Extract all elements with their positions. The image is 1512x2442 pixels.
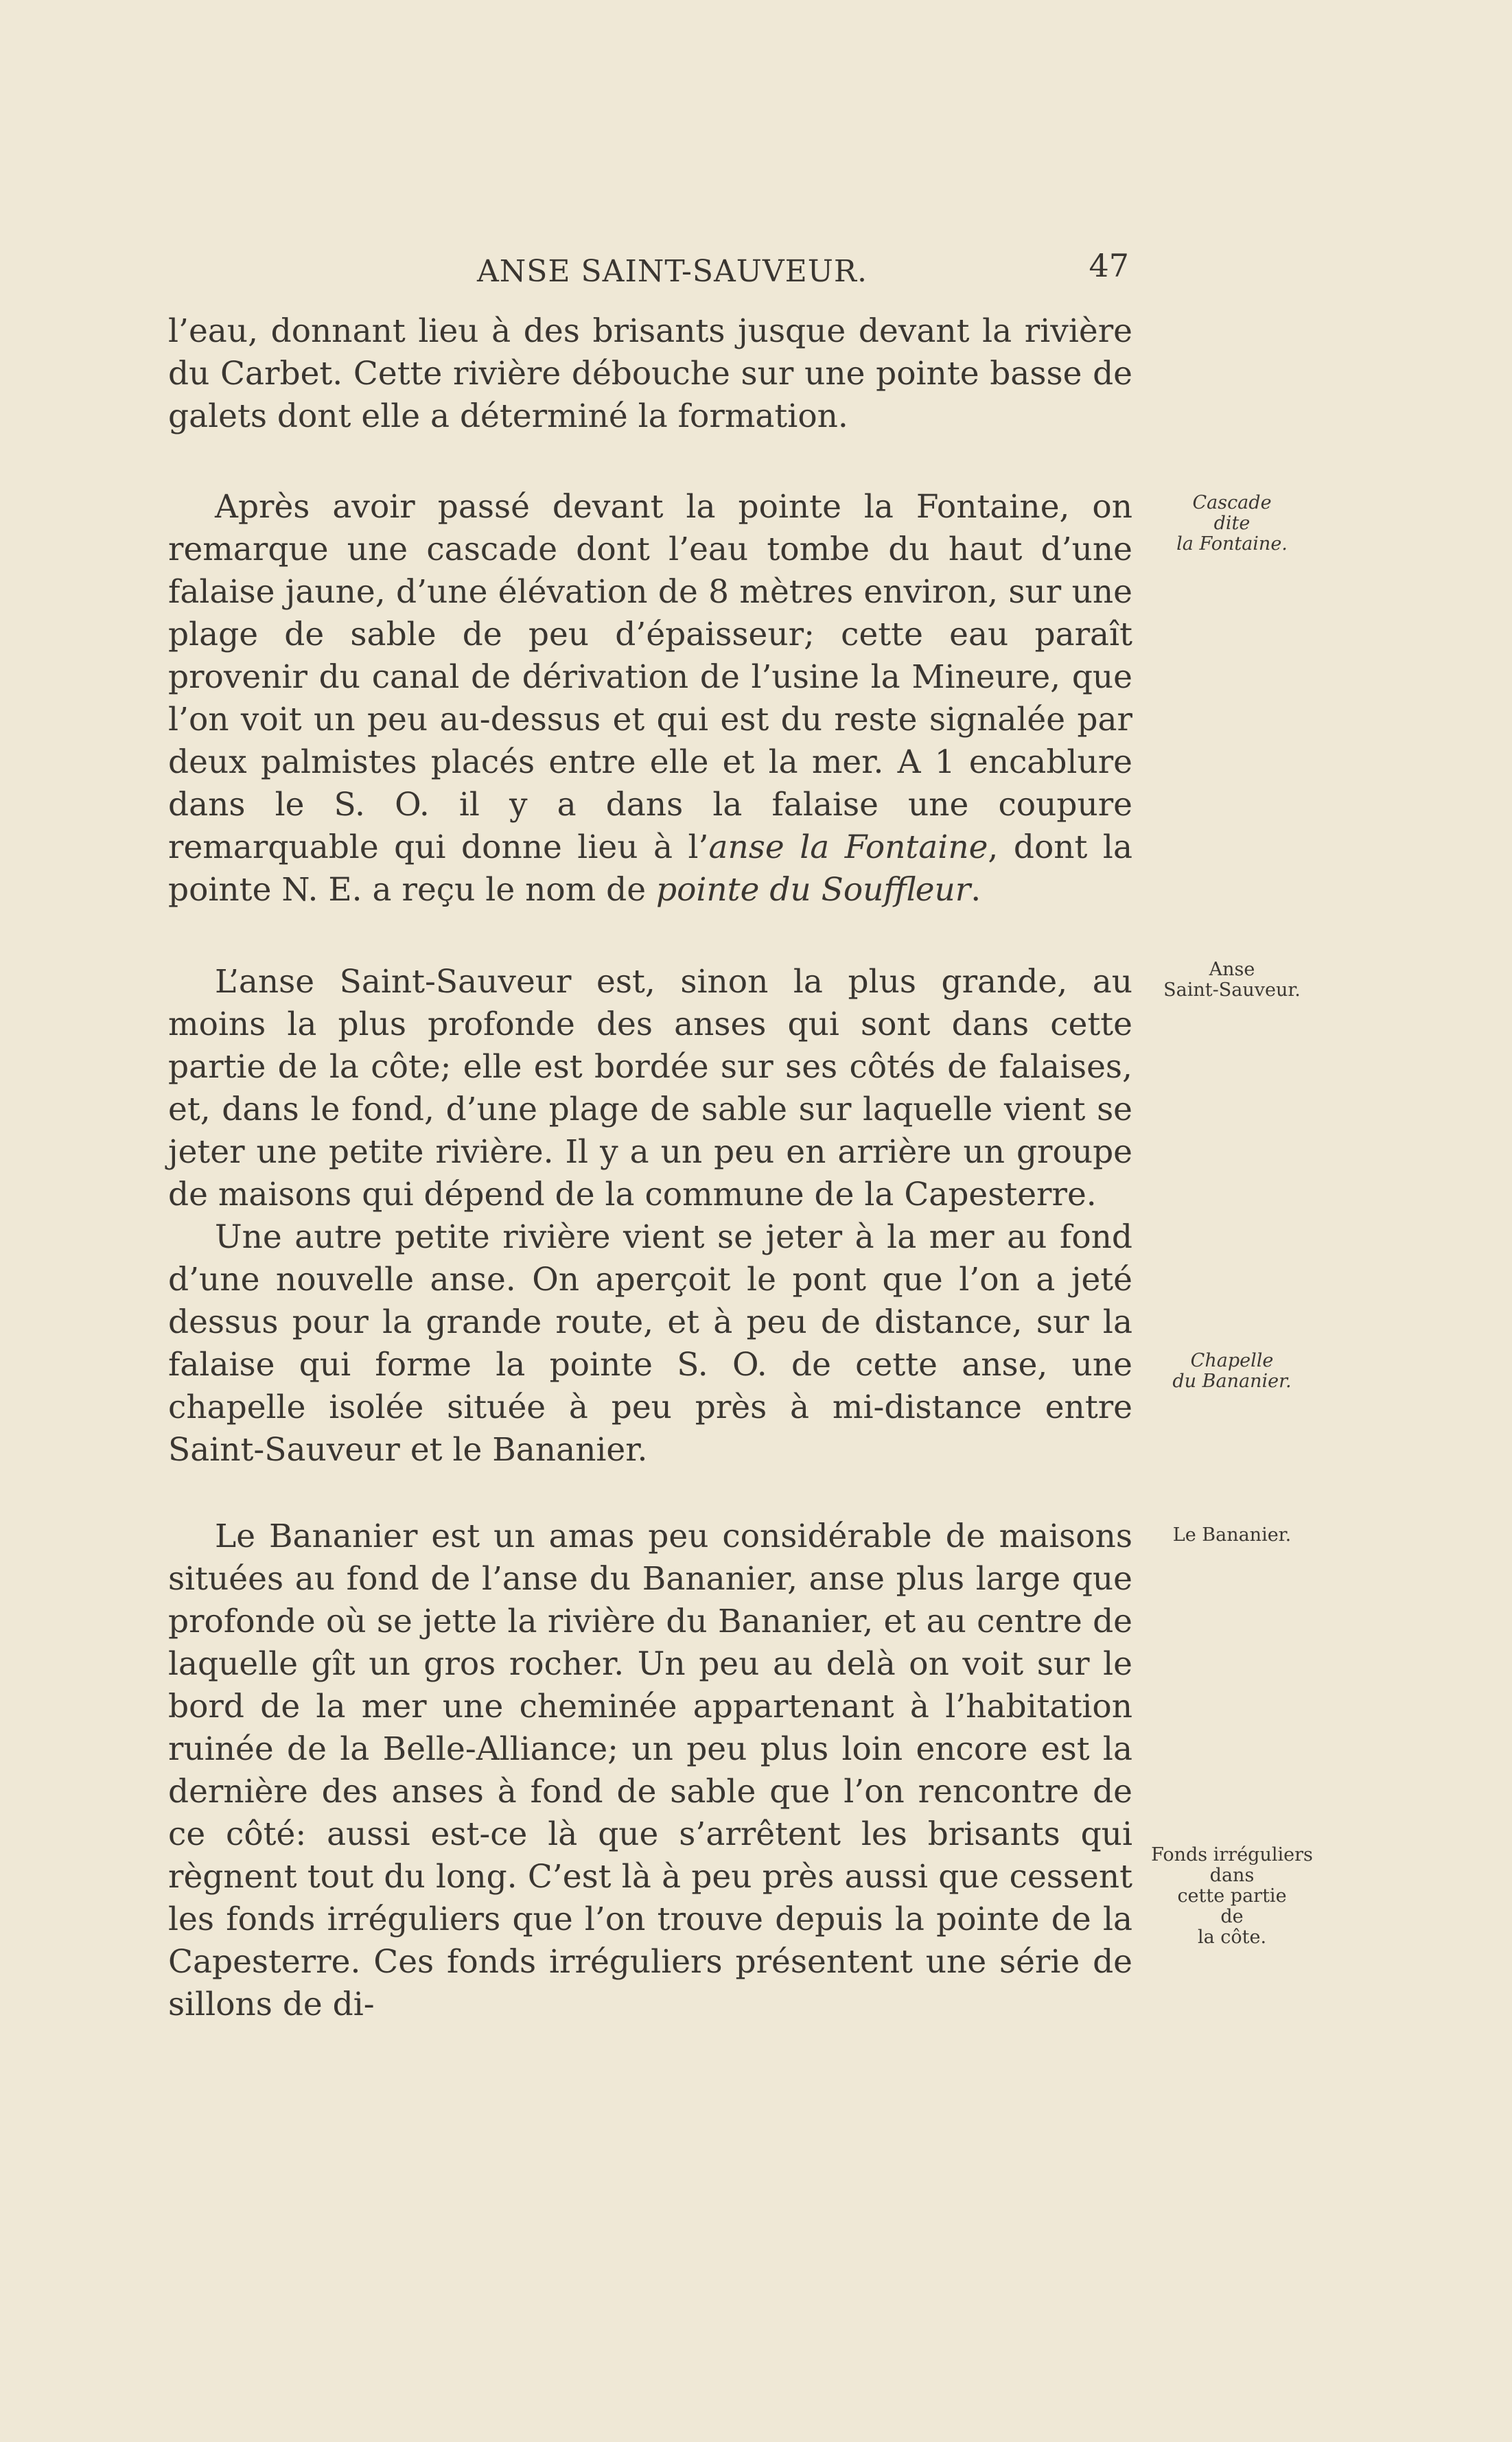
paragraph-5: Le Bananier est un amas peu considérable de maisons situées au fond de l’anse du Bananier, anse plus large que profonde où se jette la rivière du Bananier, et au centre de laquelle gît un gros rocher. Un peu au delà on voit sur le bord de la mer une cheminée appartenant à l’habitation ruinée de la Belle-Alliance; un peu plus loin encore est la dernière des anses à fond de sable que l’on rencontre de ce côté: aussi est-ce là que s’arrêtent les brisants qui règnent tout du long. C’est là à peu près aussi que cessent les fonds irréguliers que l’on trouve depuis la pointe de la Capesterre. Ces fonds irréguliers présentent une série de sillons de di-: [168, 1517, 1132, 2023]
paragraph-2: Après avoir passé devant la pointe la Fontaine, on remarque une cascade dont l’eau tombe du haut d’une falaise jaune, d’une élévation de 8 mètres environ, sur une plage de sable de peu d’épaisseur; cette eau paraît provenir du canal de dérivation de l’usine la Mineure, que l’on voit un peu au-dessus et qui est du reste signalée par deux palmistes placés entre elle et la mer. A 1 encablure dans le S. O. il y a dans la falaise une coupure remarquable qui donne lieu à l’anse la Fontaine, dont la pointe N. E. a reçu le nom de pointe du Souffleur.: [168, 488, 1132, 909]
pointe-du-souffleur: pointe du Souffleur: [656, 871, 971, 909]
margin-note-bananier: Le Bananier.: [1172, 1524, 1292, 1546]
text-block-4: [168, 1515, 1132, 2026]
running-title: ANSE SAINT-SAUVEUR.: [477, 254, 868, 289]
margin-note-chapelle: Chapelle du Bananier.: [1172, 1350, 1292, 1392]
paragraph-3: L’anse Saint-Sauveur est, sinon la plus grande, au moins la plus profonde des anses qui sont dans cette partie de la côte; elle est bordée sur ses côtés de falaises, et, dans le fond, d’une plage de sable sur laquelle vient se jeter une petite rivière. Il y a un peu en arrière un groupe de maisons qui dépend de la commune de la Capesterre.: [168, 963, 1132, 1213]
paragraph-1: l’eau, donnant lieu à des brisants jusque devant la rivière du Carbet. Cette rivière débouche sur une pointe basse de galets dont elle a déterminé la formation.: [168, 312, 1132, 435]
running-header: [168, 247, 1129, 295]
text-block-1: [168, 310, 1132, 438]
anse-la-fontaine: anse la Fontaine: [708, 828, 988, 866]
text-block-2: [168, 486, 1132, 911]
margin-note-anse: Anse Saint-Sauveur.: [1163, 959, 1301, 1001]
margin-note-fonds: Fonds irréguliers dans cette partie de la côte.: [1151, 1844, 1313, 1948]
margin-note-cascade: Cascade dite la Fontaine.: [1176, 492, 1288, 555]
text-block-3: [168, 961, 1132, 1472]
page-number: 47: [1089, 247, 1129, 284]
paragraph-4: Une autre petite rivière vient se jeter à la mer au fond d’une nouvelle anse. On aperçoit le pont que l’on a jeté dessus pour la grande route, et à peu de distance, sur la falaise qui forme la pointe S. O. de cette anse, une chapelle isolée située à peu près à mi-distance entre Saint-Sauveur et le Bananier.: [168, 1218, 1132, 1469]
